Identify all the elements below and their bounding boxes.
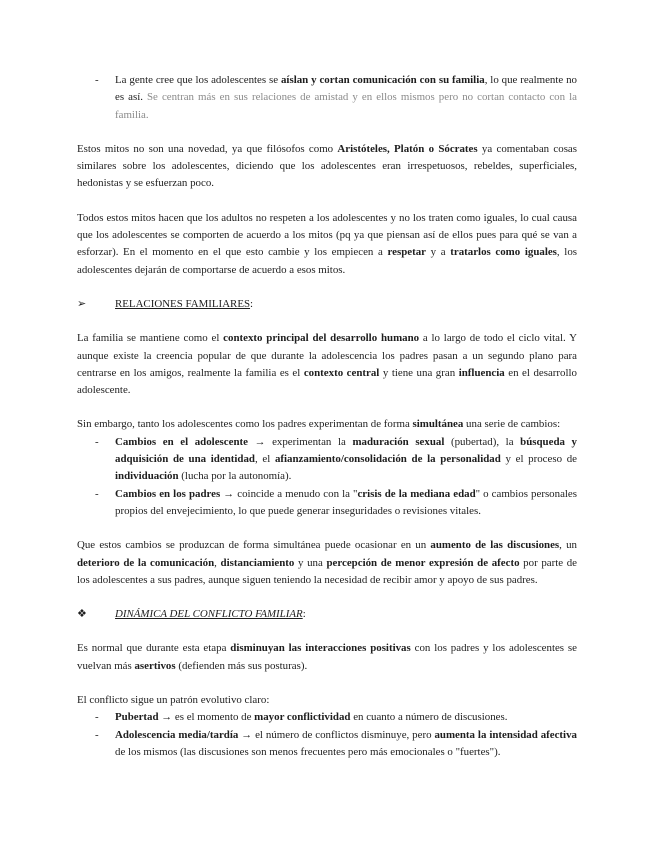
list-dash: - <box>95 435 99 448</box>
text-run: " o cambios personales propios del envejecimiento, lo que puede generar inseguridades o revisiones vitales. <box>115 487 578 517</box>
text-run: , los adolescentes dejarán de comportarse de acuerdo a esos mitos. <box>77 246 578 276</box>
text-run: (lucha por la autonomía). <box>178 470 292 483</box>
text-run: , lo que realmente no es así. <box>115 74 577 104</box>
text-run: de los mismos (las discusiones son menos frecuentes pero más emocionales o "fuertes"). <box>115 745 501 758</box>
section-heading-conflict <box>77 606 577 623</box>
text-run: en cuanto a número de discusiones. <box>350 711 508 724</box>
changes-list-item-adolescent <box>77 434 577 486</box>
text-run: a lo largo de todo el ciclo vital. Y aunque existe la creencia popular de que durante la adolescencia los padres pasan a un segundo plano para centrarse en los amigos, realmente la familia es el <box>77 332 577 379</box>
bold-run: deterioro de la comunicación <box>77 556 215 569</box>
paragraph-conflict <box>77 640 577 675</box>
bold-run: afianzamiento/consolidación de la personalidad <box>274 453 501 466</box>
bold-run: simultánea <box>412 418 464 431</box>
text-run: (pubertad), la <box>444 435 521 448</box>
bold-run: Cambios en el adolescente <box>115 435 248 448</box>
bold-run: búsqueda y adquisición de una identidad <box>115 435 577 466</box>
list-dash: - <box>95 74 99 86</box>
heading-suffix: : <box>302 608 306 621</box>
bold-run: tratarlos como iguales <box>450 246 557 259</box>
bold-run: individuación <box>115 470 179 483</box>
text-run: (defienden más sus posturas). <box>175 659 308 672</box>
paragraph-changes <box>77 416 577 433</box>
text-run: y el proceso de <box>500 453 578 466</box>
bold-run: disminuyan las interacciones positivas <box>230 642 411 655</box>
text-run: , <box>214 556 221 569</box>
pattern-list-item-late-adolescence <box>77 727 577 762</box>
bold-run: Adolescencia media/tardía <box>115 728 239 741</box>
bold-run: crisis de la mediana edad <box>357 487 476 500</box>
bold-run: Pubertad <box>115 711 159 724</box>
list-dash: - <box>95 711 99 724</box>
gray-annotation: Se centran más en sus relaciones de amistad y en ellos mismos pero no cortan contacto con la familia. <box>115 91 577 121</box>
text-run: en el desarrollo adolescente. <box>77 366 577 397</box>
text-run: La familia se mantiene como el <box>77 332 224 345</box>
changes-list-item-parents <box>77 486 577 521</box>
bold-run: respetar <box>387 246 426 259</box>
text-run: Que estos cambios se produzcan de forma simultánea puede ocasionar en un <box>77 539 431 552</box>
heading-text: RELACIONES FAMILIARES <box>115 297 251 310</box>
bold-run: Aristóteles, Platón o Sócrates <box>337 142 478 155</box>
arrow-bullet-icon: ➢ <box>77 297 87 310</box>
pattern-list-item-puberty <box>77 709 577 726</box>
bold-run: Cambios en los padres <box>115 487 221 500</box>
text-run: y una <box>294 556 327 569</box>
bold-run: aíslan y cortan comunicación con su familia <box>280 74 485 86</box>
heading-suffix: : <box>250 297 254 310</box>
list-dash: - <box>95 728 99 741</box>
section-heading-family <box>77 296 577 313</box>
paragraph-discussions <box>77 537 577 589</box>
bold-run: aumento de las discusiones <box>430 539 560 552</box>
diamond-bullet-icon: ❖ <box>77 608 87 621</box>
text-run: y tiene una gran <box>379 366 459 379</box>
list-dash: - <box>95 487 99 500</box>
text-run: por parte de los adolescentes a sus padres, aunque siguen teniendo la necesidad de recibir amor y apoyo de sus padres. <box>77 556 578 586</box>
bold-run: asertivos <box>134 659 176 672</box>
text-run: y a <box>426 246 451 259</box>
bold-run: contexto principal del desarrollo humano <box>223 332 420 345</box>
heading-text: DINÁMICA DEL CONFLICTO FAMILIAR <box>115 608 303 621</box>
bold-run: percepción de menor expresión de afecto <box>326 556 520 569</box>
paragraph-myths-effect <box>77 210 577 279</box>
text-run: → coincide a menudo con la " <box>220 487 358 500</box>
text-run: Todos estos mitos hacen que los adultos no respeten a los adolescentes y no los traten como iguales, lo cual causa que los adolescentes se comporten de acuerdo a los mitos (pq ya que piensan así de ellos pues para qué se van a esforzar). En el momento en el que esto cambie y los empiecen a <box>77 211 577 259</box>
bold-run: influencia <box>458 366 505 379</box>
text-run: ya comentaban cosas similares sobre los adolescentes, diciendo que los adolescentes eran irrespetuosos, rebeldes, superficiales, hedonistas y se esfuerzan poco. <box>77 142 578 190</box>
text-run: → el número de conflictos disminuye, pero <box>238 728 435 741</box>
text-run: Es normal que durante esta etapa <box>77 642 231 655</box>
text-run: La gente cree que los adolescentes se <box>115 74 281 86</box>
text-run: → es el momento de <box>158 711 255 724</box>
bold-run: distanciamiento <box>220 556 295 569</box>
paragraph-family <box>77 330 577 399</box>
bold-run: aumenta la intensidad afectiva <box>434 728 577 741</box>
text-run: Sin embargo, tanto los adolescentes como los padres experimentan de forma <box>77 418 413 431</box>
text-run: Estos mitos no son una novedad, ya que filósofos como <box>77 142 338 155</box>
text-run: → experimentan la <box>247 435 353 448</box>
paragraph-pattern: El conflicto sigue un patrón evolutivo claro: <box>77 694 270 707</box>
text-run: una serie de cambios: <box>463 418 561 431</box>
bold-run: maduración sexual <box>352 435 445 448</box>
bold-run: contexto central <box>303 366 380 379</box>
text-run: , el <box>254 453 275 466</box>
myth-list-item <box>77 72 577 124</box>
paragraph-philosophers <box>77 141 577 193</box>
text-run: , un <box>559 539 577 552</box>
bold-run: mayor conflictividad <box>254 711 351 724</box>
document-body <box>77 72 577 761</box>
text-run: con los padres y los adolescentes se vuelvan más <box>77 642 577 672</box>
